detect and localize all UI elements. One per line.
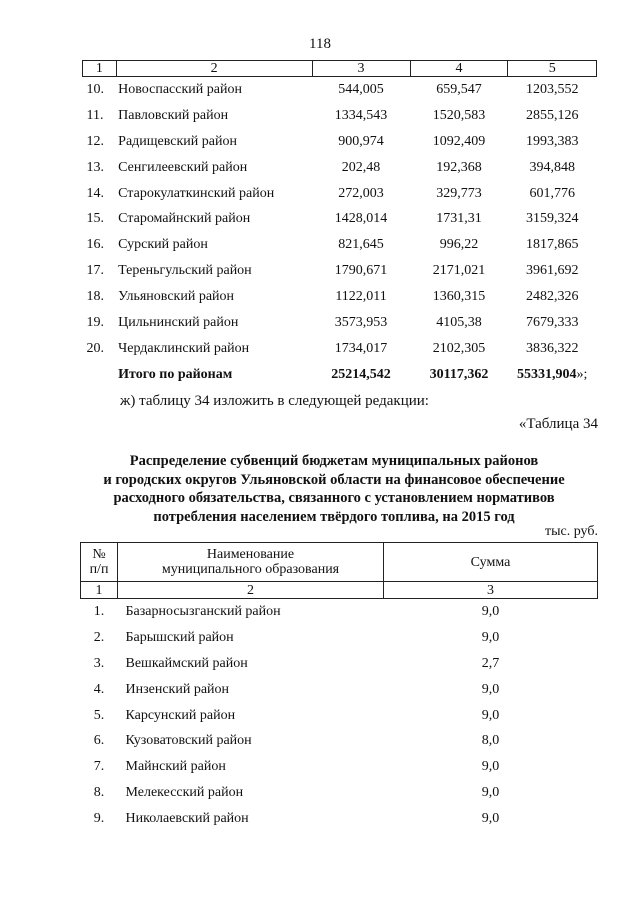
table-row [83, 284, 597, 310]
sum-value: 9,0 [481, 811, 500, 827]
district-name: Ульяновский район [118, 289, 235, 305]
total-value: 25214,542 [331, 366, 391, 382]
header-name: Наименование муниципального образования [118, 543, 384, 582]
row-number: 10. [86, 81, 104, 97]
table-row [83, 181, 597, 207]
district-name: Радищевский район [118, 133, 237, 149]
table-row [83, 155, 597, 181]
sum-value: 8,0 [481, 733, 500, 749]
district-name: Барышский район [125, 629, 234, 645]
district-name: Мелекесский район [125, 785, 244, 801]
table-row [83, 336, 597, 362]
row-number: 18. [86, 289, 104, 305]
row-number: 2. [93, 629, 105, 645]
header-cell: 2 [118, 582, 384, 599]
row-number: 11. [86, 107, 104, 123]
header-cell: 2 [116, 61, 312, 77]
row-number: 8. [93, 785, 105, 801]
row-number: 14. [86, 185, 104, 201]
row-number: 4. [93, 681, 105, 697]
value-col3: 544,005 [338, 81, 384, 97]
sum-value: 9,0 [481, 603, 500, 619]
value-col4: 192,368 [436, 159, 482, 175]
value-col5: 1993,383 [525, 133, 579, 149]
table-row [81, 703, 598, 729]
page-number: 118 [309, 36, 331, 52]
header-cell: 1 [81, 582, 118, 599]
district-name: Вешкаймский район [125, 655, 248, 671]
district-name: Павловский район [118, 107, 229, 123]
total-row [83, 362, 597, 388]
district-name: Сурский район [118, 237, 208, 253]
table-row [81, 728, 598, 754]
district-name: Старокулаткинский район [118, 185, 275, 201]
value-col5: 394,848 [529, 159, 575, 175]
sum-value: 9,0 [481, 629, 500, 645]
table-row [83, 129, 597, 155]
value-col3: 202,48 [341, 159, 381, 175]
table-row [83, 77, 597, 103]
column-index-row [83, 61, 597, 77]
table-header-row [81, 543, 598, 582]
table-label: «Таблица 34 [518, 416, 598, 432]
sum-value: 9,0 [481, 759, 500, 775]
table-row [83, 232, 597, 258]
row-number: 3. [93, 655, 105, 671]
value-col4: 1092,409 [432, 133, 486, 149]
total-value-last [508, 362, 597, 388]
district-name: Карсунский район [125, 707, 236, 723]
value-col3: 272,003 [338, 185, 384, 201]
header-cell: 3 [384, 582, 598, 599]
value-col4: 1520,583 [432, 107, 486, 123]
table-row [81, 651, 598, 677]
row-number: 20. [86, 340, 104, 356]
table-row [81, 754, 598, 780]
row-number: 13. [86, 159, 104, 175]
value-col3: 1734,017 [334, 340, 388, 356]
header-cell: 5 [508, 61, 597, 77]
value-col3: 1122,011 [335, 289, 387, 305]
table-row [81, 806, 598, 832]
header-cell: 1 [83, 61, 117, 77]
value-col4: 4105,38 [436, 314, 482, 330]
row-number: 15. [86, 211, 104, 227]
district-name: Николаевский район [125, 811, 249, 827]
units-label: тыс. руб. [545, 524, 598, 539]
value-col5: 1817,865 [525, 237, 579, 253]
table-row [83, 258, 597, 284]
subvention-table [80, 542, 598, 832]
value-col3: 1428,014 [334, 211, 388, 227]
header-number: № п/п [81, 543, 118, 582]
district-name: Базарносызганский район [125, 603, 281, 619]
table-row [81, 677, 598, 703]
table-row [81, 625, 598, 651]
caption-line: и городских округов Ульяновской области на финансовое обеспечение [103, 471, 565, 488]
district-name: Майнский район [125, 759, 226, 775]
value-col5: 7679,333 [525, 314, 579, 330]
row-number: 5. [93, 707, 105, 723]
caption-line: потребления населением твёрдого топлива, на 2015 год [153, 508, 515, 525]
district-name: Чердаклинский район [118, 340, 250, 356]
instruction-line: ж) таблицу 34 изложить в следующей редакции: [120, 393, 429, 409]
value-col5: 601,776 [529, 185, 575, 201]
header-sum: Сумма [384, 543, 598, 582]
total-value: 55331,904 [517, 366, 577, 382]
district-name: Инзенский район [125, 681, 230, 697]
district-name: Кузоватовский район [125, 733, 252, 749]
table-caption [96, 452, 572, 526]
row-number: 9. [93, 811, 105, 827]
value-col5: 3836,322 [525, 340, 579, 356]
value-col5: 1203,552 [525, 81, 579, 97]
value-col5: 2482,326 [525, 289, 579, 305]
district-name: Цильнинский район [118, 314, 239, 330]
closing-quote: »; [576, 366, 588, 382]
row-number: 19. [86, 314, 104, 330]
value-col3: 3573,953 [334, 314, 388, 330]
value-col5: 3159,324 [525, 211, 579, 227]
caption-line: Распределение субвенций бюджетам муниципальных районов [129, 453, 539, 469]
value-col3: 821,645 [338, 237, 384, 253]
value-col4: 659,547 [436, 81, 482, 97]
row-number: 6. [93, 733, 105, 749]
total-value: 30117,362 [429, 366, 489, 382]
total-label: Итого по районам [118, 366, 233, 382]
table-row [83, 206, 597, 232]
value-col5: 2855,126 [525, 107, 579, 123]
district-name: Новоспасский район [118, 81, 242, 97]
sum-value: 9,0 [481, 707, 500, 723]
continuation-table [82, 60, 597, 388]
caption-line: расходного обязательства, связанного с установлением нормативов [113, 490, 555, 506]
row-number: 16. [86, 237, 104, 253]
district-name: Тереньгульский район [118, 263, 252, 279]
table-row [83, 103, 597, 129]
sum-value: 9,0 [481, 785, 500, 801]
row-number: 7. [93, 759, 105, 775]
header-cell: 3 [312, 61, 410, 77]
value-col4: 2171,021 [432, 263, 486, 279]
value-col4: 329,773 [436, 185, 482, 201]
header-cell: 4 [410, 61, 508, 77]
table-row [83, 310, 597, 336]
column-index-row [81, 582, 598, 599]
value-col4: 996,22 [439, 237, 479, 253]
district-name: Сенгилеевский район [118, 159, 248, 175]
value-col3: 900,974 [338, 133, 384, 149]
value-col3: 1790,671 [334, 263, 388, 279]
row-number: 1. [93, 603, 105, 619]
row-number: 17. [86, 263, 104, 279]
sum-value: 2,7 [481, 655, 500, 671]
value-col4: 1731,31 [436, 211, 482, 227]
value-col5: 3961,692 [525, 263, 579, 279]
sum-value: 9,0 [481, 681, 500, 697]
value-col3: 1334,543 [334, 107, 388, 123]
row-number: 12. [86, 133, 104, 149]
district-name: Старомайнский район [118, 211, 251, 227]
table-row [81, 780, 598, 806]
value-col4: 1360,315 [432, 289, 486, 305]
value-col4: 2102,305 [432, 340, 486, 356]
table-row [81, 599, 598, 625]
